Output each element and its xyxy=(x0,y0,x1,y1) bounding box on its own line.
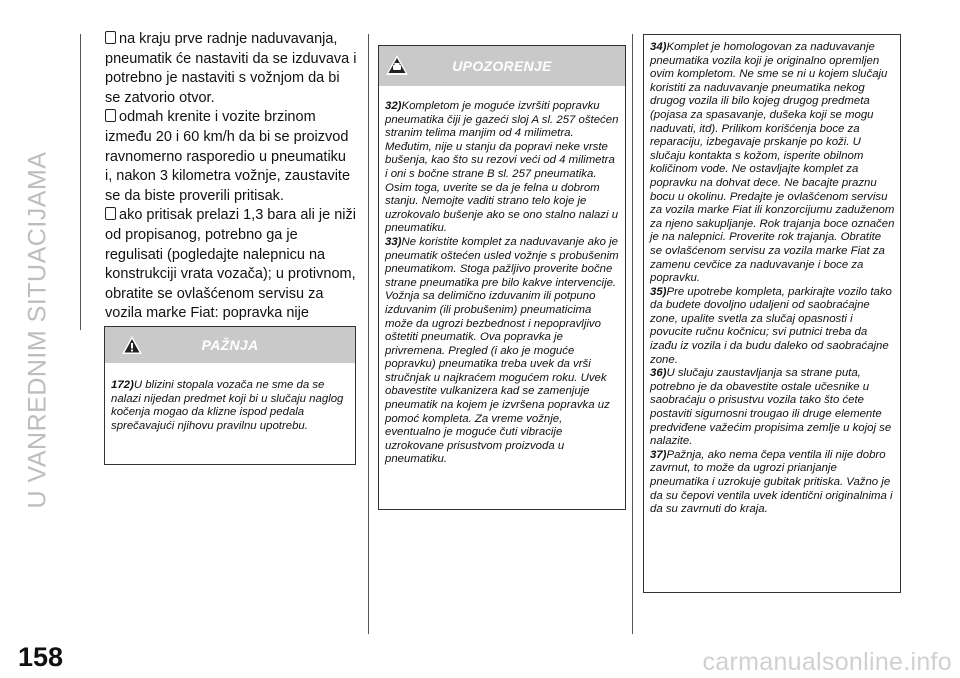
warning-box xyxy=(378,45,626,510)
note-33: 33)Ne koristite komplet za naduvavanje ako je pneumatik oštećen usled vožnje s probušenim pneumatikom. Stoga pažljivo proverite bočne strane pneumatika pre bilo kakve intervencije. Vožnja sa delimično izduvanim ili potpuno izduvanim (ili probušenim) pneumaticima može da ugrozi bezbednost i nepopravljivo oštetiti pneumatik. Ova popravka je privremena. Pregled (i ako je moguće popravku) pneumatika treba uvek da vrši stručnjak u najkraćem mogućem roku. Uvek obavestite vulkanizera kad se zamenjuje pneumatik na kojem je izvršena popravka uz pomoć kompleta. Za vreme vožnje, eventualno je moguće čuti vibracije uzrokovane prisustvom proizvoda u pneumatiku. xyxy=(385,235,619,466)
warning-title: UPOZORENJE xyxy=(452,58,552,74)
bullet-icon xyxy=(105,109,116,122)
watermark: carmanualsonline.info xyxy=(702,648,952,676)
note-34: 34)Komplet je homologovan za naduvavanje pneumatika vozila koji je originalno opremljen ovim kompletom. Ne sme se ni u kojem slučaju koristiti za naduvavanje pneumatika nekog drugog vozila ili bilo kojeg drugog predmeta (pojasa za spasavanje, dušeka koji se mogu naduvati, itd). Prilikom korišćenja boce za reparaciju, izbegavaje prskanje po koži. U slučaju kontakta s kožom, isperite obilnom količinom vode. Ne ostavljajte komplet za popravku na dohvat dece. Ne bacajte praznu bocu u okolinu. Predajte je ovlašćenom servisu za vozila marke Fiat ili konzorcijumu zaduženom za njeno sakupljanje. Rok trajanja boce označen je na nalepnici. Proverite rok trajanja. Obratite se ovlašćenom servisu za vozila marke Fiat za zamenu cevčice za naduvavanje i boce za popravku. xyxy=(650,41,895,285)
left-column xyxy=(105,30,357,344)
caution-title: PAŽNJA xyxy=(201,337,259,353)
column-divider-left xyxy=(80,34,81,330)
column-divider-right xyxy=(632,34,633,634)
note-37: 37)Pažnja, ako nema čepa ventila ili nije dobro zavrnut, to može da ugrozi prianjanje pneumatika i uzrokuje gubitak pritiska. Važno je da su čepovi ventila uvek identični originalnima i da su zavrnuti do kraja. xyxy=(650,448,893,516)
note-36: 36)U slučaju zaustavljanja sa strane puta, potrebno je da obavestite ostale učesnike u saobraćaju o prisustvu vozila tako što ćete postaviti sigurnosni trougao ili druge elemente predviđene važećim propisima zemlje u kojoj se nalazite. xyxy=(650,367,892,448)
caution-box xyxy=(104,326,356,465)
warning-triangle-icon xyxy=(121,335,143,355)
bullet-icon xyxy=(105,31,116,44)
caution-body xyxy=(105,363,355,441)
note-35: 35)Pre upotrebe kompleta, parkirajte vozilo tako da budete dovoljno udaljeni od saobraćajne zone, upalite svetla za slučaj opasnosti i povucite ručnu kočnicu; svi putnici treba da izađu iz vozila i da budu daleko od saobraćajne zone. xyxy=(650,285,892,366)
page-number: 158 xyxy=(18,642,64,672)
note-172: 172)U blizini stopala vozača ne sme da se nalazi nijedan predmet koji bi u slučaju naglog kočenja mogao da klizne ispod pedala sprečavajući njihovu pravilnu upotrebu. xyxy=(111,379,344,432)
car-warning-icon xyxy=(385,54,409,76)
note-32: 32)Kompletom je moguće izvršiti popravku pneumatika čiji je gazeći sloj A sl. 257 oštećen stranim telima manjim od 4 milimetra. Međutim, nije u stanju da popravi neke vrste bušenja, kao što su rezovi veći od 4 milimetra i oni s bočne strane B sl. 257 pneumatika. Osim toga, uverite se da je felna u dobrom stanju. Nemojte vaditi strano telo koje je uzrokovalo bušenje ako se ono stalno nalazi u pneumatiku. xyxy=(385,100,619,235)
bullet-icon xyxy=(105,207,116,220)
paragraph-3: ako pritisak prelazi 1,3 bara ali je niži od propisanog, potrebno ga je regulisati (pogledajte nalepnicu na konstrukciji vrata vozača); u protivnom, obratite se ovlašćenom servisu za vozila marke Fiat: popravka nije xyxy=(105,207,356,322)
paragraph-1: na kraju prve radnje naduvavanja, pneumatik će nastaviti da se izduvava i potrebno je nastaviti s vožnjom da bi se zatvorio otvor. xyxy=(105,31,357,106)
warning-body xyxy=(379,86,625,475)
notes-body xyxy=(644,35,900,525)
warning-header xyxy=(379,46,625,86)
column-divider-middle xyxy=(368,34,369,634)
paragraph-2: odmah krenite i vozite brzinom između 20 i 60 km/h da bi se proizvod ravnomerno rasporedio u pneumatiku i, nakon 3 kilometra vožnje, zaustavite se da biste proverili pritisak. xyxy=(105,109,351,204)
notes-box xyxy=(643,34,901,593)
caution-header xyxy=(105,327,355,363)
